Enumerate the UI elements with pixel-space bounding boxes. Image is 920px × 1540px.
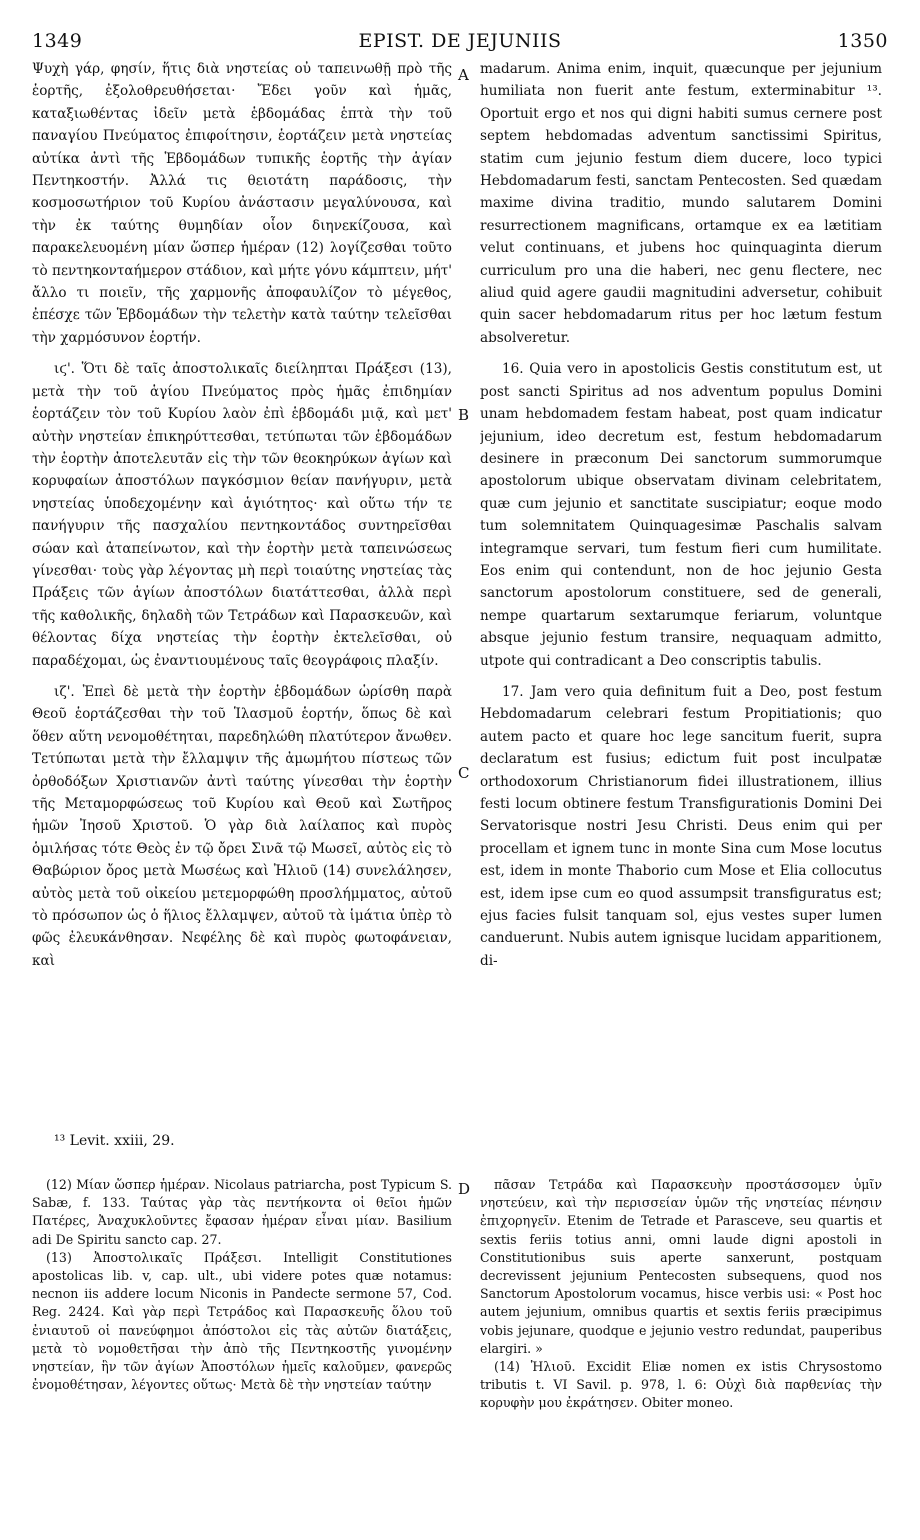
margin-letter-d: D (458, 1180, 471, 1198)
greek-paragraph-16: ιϛ'. Ὅτι δὲ ταῖς ἀποστολικαῖς διείληπται Πράξεσι (13), μετὰ τὴν τοῦ ἁγίου Πνεύματος πρὸς ἡμᾶς ἐπιδημίαν ἑορτάζειν τὸν τοῦ Κυρίου λαὸν ἐπὶ ἑβδομάδι μιᾷ, καὶ μετ' αὐτὴν νηστείαν ἐπικηρύττεσθαι, τετύπωται τῶν ἑβδομάδων τὴν ἑορτὴν ἀποτελευτᾶν εἰς τὴν τῶν θεοκηρύκων ἁγίων καὶ κορυφαίων ἀποστόλων παγκόσμιον θείαν πανήγυριν, μετὰ νηστείας ὑποδεχομένην καὶ ἁγιότητος· καὶ οὕτω τήν τε πανήγυριν τῆς πασχαλίου πεντηκοντάδος συντηρεῖσθαι σώαν καὶ ἀταπείνωτον, καὶ τὴν ἑορτὴν μετὰ ταπεινώσεως γίνεσθαι· τοὺς γὰρ λέγοντας μὴ περὶ τοιαύτης νηστείας τὰς Πράξεις τῶν ἁγίων ἀποστόλων διατάττεσθαι, ἀλλὰ περὶ τῆς καθολικῆς, δηλαδὴ τῶν Τετράδων καὶ Παρασκευῶν, καὶ θέλοντας δίχα νηστείας τὴν ἑορτὴν ἐκτελεῖσθαι, οὐ παραδέχομαι, ὡς ἐναντιουμένους ταῖς θεογράφοις πλαξίν. (32, 361, 452, 669)
greek-column (32, 58, 452, 1122)
latin-paragraph-17: 17. Jam vero quia definitum fuit a Deo, post festum Hebdomadarum celebrari festum Propitiationis; quo autem pacto et quare hoc lege sancitum fuerit, supra declaratum est fusius; edictum fuit post inculpatæ orthodoxorum Christianorum fidei illustrationem, illius festi locum obtinere festum Transfigurationis Domini Dei Servatorisque nostri Jesu Christi. Deus enim qui per procellam et ignem tunc in monte Sina cum Mose locutus est, idem in monte Thaborio cum Mose et Elia collocutus est, idem ipse cum eo quod assumpsit transfiguratus est; ejus facies fulsit tanquam sol, ejus vestes super lumen canduerunt. Nubis autem ignisque lucidam apparitionem, di- (480, 683, 882, 969)
notes-right-column (480, 1176, 882, 1516)
note-13-continued: πᾶσαν Τετράδα καὶ Παρασκευὴν προστάσσομεν ὑμῖν νηστεύειν, καὶ τὴν περισσείαν ὑμῶν τῆς νηστείας πένησιν ἐπιχορηγεῖν. Etenim de Tetrade et Parasceve, seu quartis et sextis feriis totius anni, omni laude digni apostoli in Constitutionibus suis aperte sanxerunt, postquam decrevissent jejunium Pentecosten subsequens, quod nos Sanctorum Apostolorum vocamus, hisce verbis usi: « Post hoc autem jejunium, omnibus quartis et sextis feriis præcipimus vobis jejunare, quodque e jejunio vestro redundat, pauperibus elargiri. » (480, 1177, 882, 1356)
margin-letter-b: B (458, 406, 470, 424)
page-number-right: 1350 (837, 30, 888, 52)
running-title: EPIST. DE JEJUNIIS (358, 30, 562, 52)
greek-paragraph-15: Ψυχὴ γάρ, φησίν, ἥτις διὰ νηστείας οὐ ταπεινωθῇ πρὸ τῆς ἑορτῆς, ἐξολοθρευθήσεται· Ἔδει γοῦν καὶ ἡμᾶς, καταξιωθέντας ἰδεῖν μετὰ ἑβδομάδας ἑπτὰ τὴν τοῦ παναγίου Πνεύματος ἐπιφοίτησιν, ἑορτάζειν μετὰ νηστείας αὐτίκα ἀντὶ τῆς Ἑβδομάδων τυπικῆς ἑορτῆς τὴν ἁγίαν Πεντηκοστήν. Ἀλλά τις θειοτάτη παράδοσις, τὴν κοσμοσωτήριον τοῦ Κυρίου ἀνάστασιν μεγαλύνουσα, καὶ τὴν ἐκ ταύτης θυμηδίαν οἷον διηνεκίζουσα, καὶ παρακελευομένη μίαν ὥσπερ ἡμέραν (12) λογίζεσθαι τοῦτο τὸ πεντηκονταήμερον στάδιον, καὶ μήτε γόνυ κάμπτειν, μήτ' ἄλλο τι ποιεῖν, τῆς χαρμονῆς ἀποφαυλίζον τὸ μέγεθος, ἐπέσχε τῶν Ἑβδομάδων τὴν τελετὴν κατὰ ταύτην τελεῖσθαι τὴν χαρμόσυνον ἑορτήν. (32, 61, 452, 346)
note-12: (12) Μίαν ὥσπερ ἡμέραν. Nicolaus patriarcha, post Typicum S. Sabæ, f. 133. Ταύτας γὰρ τὰς πεντήκοντα οἱ θεῖοι ἡμῶν Πατέρες, Ἀναχυκλοῦντες ἔφασαν ἡμέραν εἶναι μίαν. Basilium adi De Spiritu sancto cap. 27. (32, 1177, 452, 1247)
latin-paragraph-15: madarum. Anima enim, inquit, quæcunque per jejunium humiliata non fuerit ante festum, exterminabitur ¹³. Oportuit ergo et nos qui digni habiti sumus cernere post septem hebdomadas adventum sanctissimi Spiritus, statim cum jejunio festum diem ducere, loco typici Hebdomadarum festi, sanctam Pentecosten. Sed quædam maxime divina traditio, mundo salutarem Domini resurrectionem magnificans, ortamque ex ea lætitiam velut continuans, et jubens hoc quinquaginta dierum curriculum pro una die haberi, nec genu flectere, nec aliud quid agere gaudii magnitudini adversetur, cohibuit quin sacer hebdomadarum ritus per hoc lætum festum absolveretur. (480, 61, 882, 346)
latin-column (480, 58, 882, 1122)
note-13: (13) Ἀποστολικαῖς Πράξεσι. Intelligit Constitutiones apostolicas lib. v, cap. ult., ubi videre potes quæ notamus: necnon iis addere locum Niconis in Pandecte sermone 57, Cod. Reg. 2424. Καὶ γὰρ περὶ Τετράδος καὶ Παρασκευῆς ὅλου τοῦ ἐνιαυτοῦ οἱ πανεύφημοι ἀπόστολοι εἰς τὰς αὐτῶν διατάξεις, μετὰ τὸ νομοθετῆσαι τὴν ἀπὸ τῆς Πεντηκοστῆς γινομένην νηστείαν, ἣν τῶν ἁγίων Ἀποστόλων ἡμεῖς καλοῦμεν, φανερῶς ἐνομοθέτησαν, λέγοντες οὕτως· Μετὰ δὲ τὴν νηστείαν ταύτην (32, 1249, 452, 1393)
note-14: (14) Ἠλιοῦ. Excidit Eliæ nomen ex istis Chrysostomo tributis t. VI Savil. p. 978, l. 6: Οὐχὶ διὰ παρθενίας τὴν κορυφὴν μου ἐκράτησεν. Obiter moneo. (480, 1359, 882, 1411)
margin-letter-c: C (458, 764, 470, 782)
notes-left-column (32, 1176, 452, 1516)
greek-paragraph-17: ιζ'. Ἐπεὶ δὲ μετὰ τὴν ἑορτὴν ἑβδομάδων ὡρίσθη παρὰ Θεοῦ ἑορτάζεσθαι τὴν τοῦ Ἱλασμοῦ ἑορτήν, ὅπως δὲ καὶ ὅθεν αὕτη νενομοθέτηται, παρεδηλώθη πλατύτερον ἄνωθεν. Τετύπωται μετὰ τὴν ἔλλαμψιν τῆς ἀμωμήτου πίστεως τῶν ὀρθοδόξων Χριστιανῶν ἀντὶ ταύτης γίνεσθαι τὴν ἑορτὴν τῆς Μεταμορφώσεως τοῦ Κυρίου καὶ Θεοῦ καὶ Σωτῆρος ἡμῶν Ἰησοῦ Χριστοῦ. Ὁ γὰρ διὰ λαίλαπος καὶ πυρὸς ὁμιλήσας τότε Θεὸς ἐν τῷ ὄρει Σινᾶ τῷ Μωσεῖ, αὐτὸς εἰς τὸ Θαβώριον ὄρος μετὰ Μωσέως καὶ Ἠλιοῦ (14) συνελάλησεν, αὐτὸς μετὰ τοῦ οἰκείου μετεμορφώθη προσλήμματος, αὐτοῦ τὸ πρόσωπον ὡς ὁ ἥλιος ἔλλαμψεν, αὐτοῦ τὰ ἱμάτια ὑπὲρ τὸ φῶς ἐλευκάνθησαν. Νεφέλης δὲ καὶ πυρὸς φωτοφάνειαν, καὶ (32, 683, 452, 969)
page-number-left: 1349 (32, 30, 83, 52)
latin-paragraph-16: 16. Quia vero in apostolicis Gestis constitutum est, ut post sancti Spiritus ad nos adventum populus Domini unam hebdomadem festam habeat, post quam indicatur jejunium, ideo decretum est, festum hebdomadarum desinere in præconum Dei sanctorum summorumque apostolorum ubique observatam divinam celebritatem, quæ cum jejunio et sanctitate suscipiatur; eoque modo tum solemnitatem Quinquagesimæ Paschalis salvam integramque servari, tum festum fieri cum humilitate. Eos enim qui contendunt, non de hoc jejunio Gesta sanctorum apostolorum constituere, sed de generali, nempe quartarum sextarumque feriarum, voluntque absque jejunio festum transire, nequaquam admitto, utpote qui contradicant a Deo conscriptis tabulis. (480, 361, 882, 669)
footnote-reference: ¹³ Levit. xxiii, 29. (54, 1133, 175, 1149)
margin-letter-a: A (458, 66, 469, 84)
page-header (32, 30, 888, 56)
